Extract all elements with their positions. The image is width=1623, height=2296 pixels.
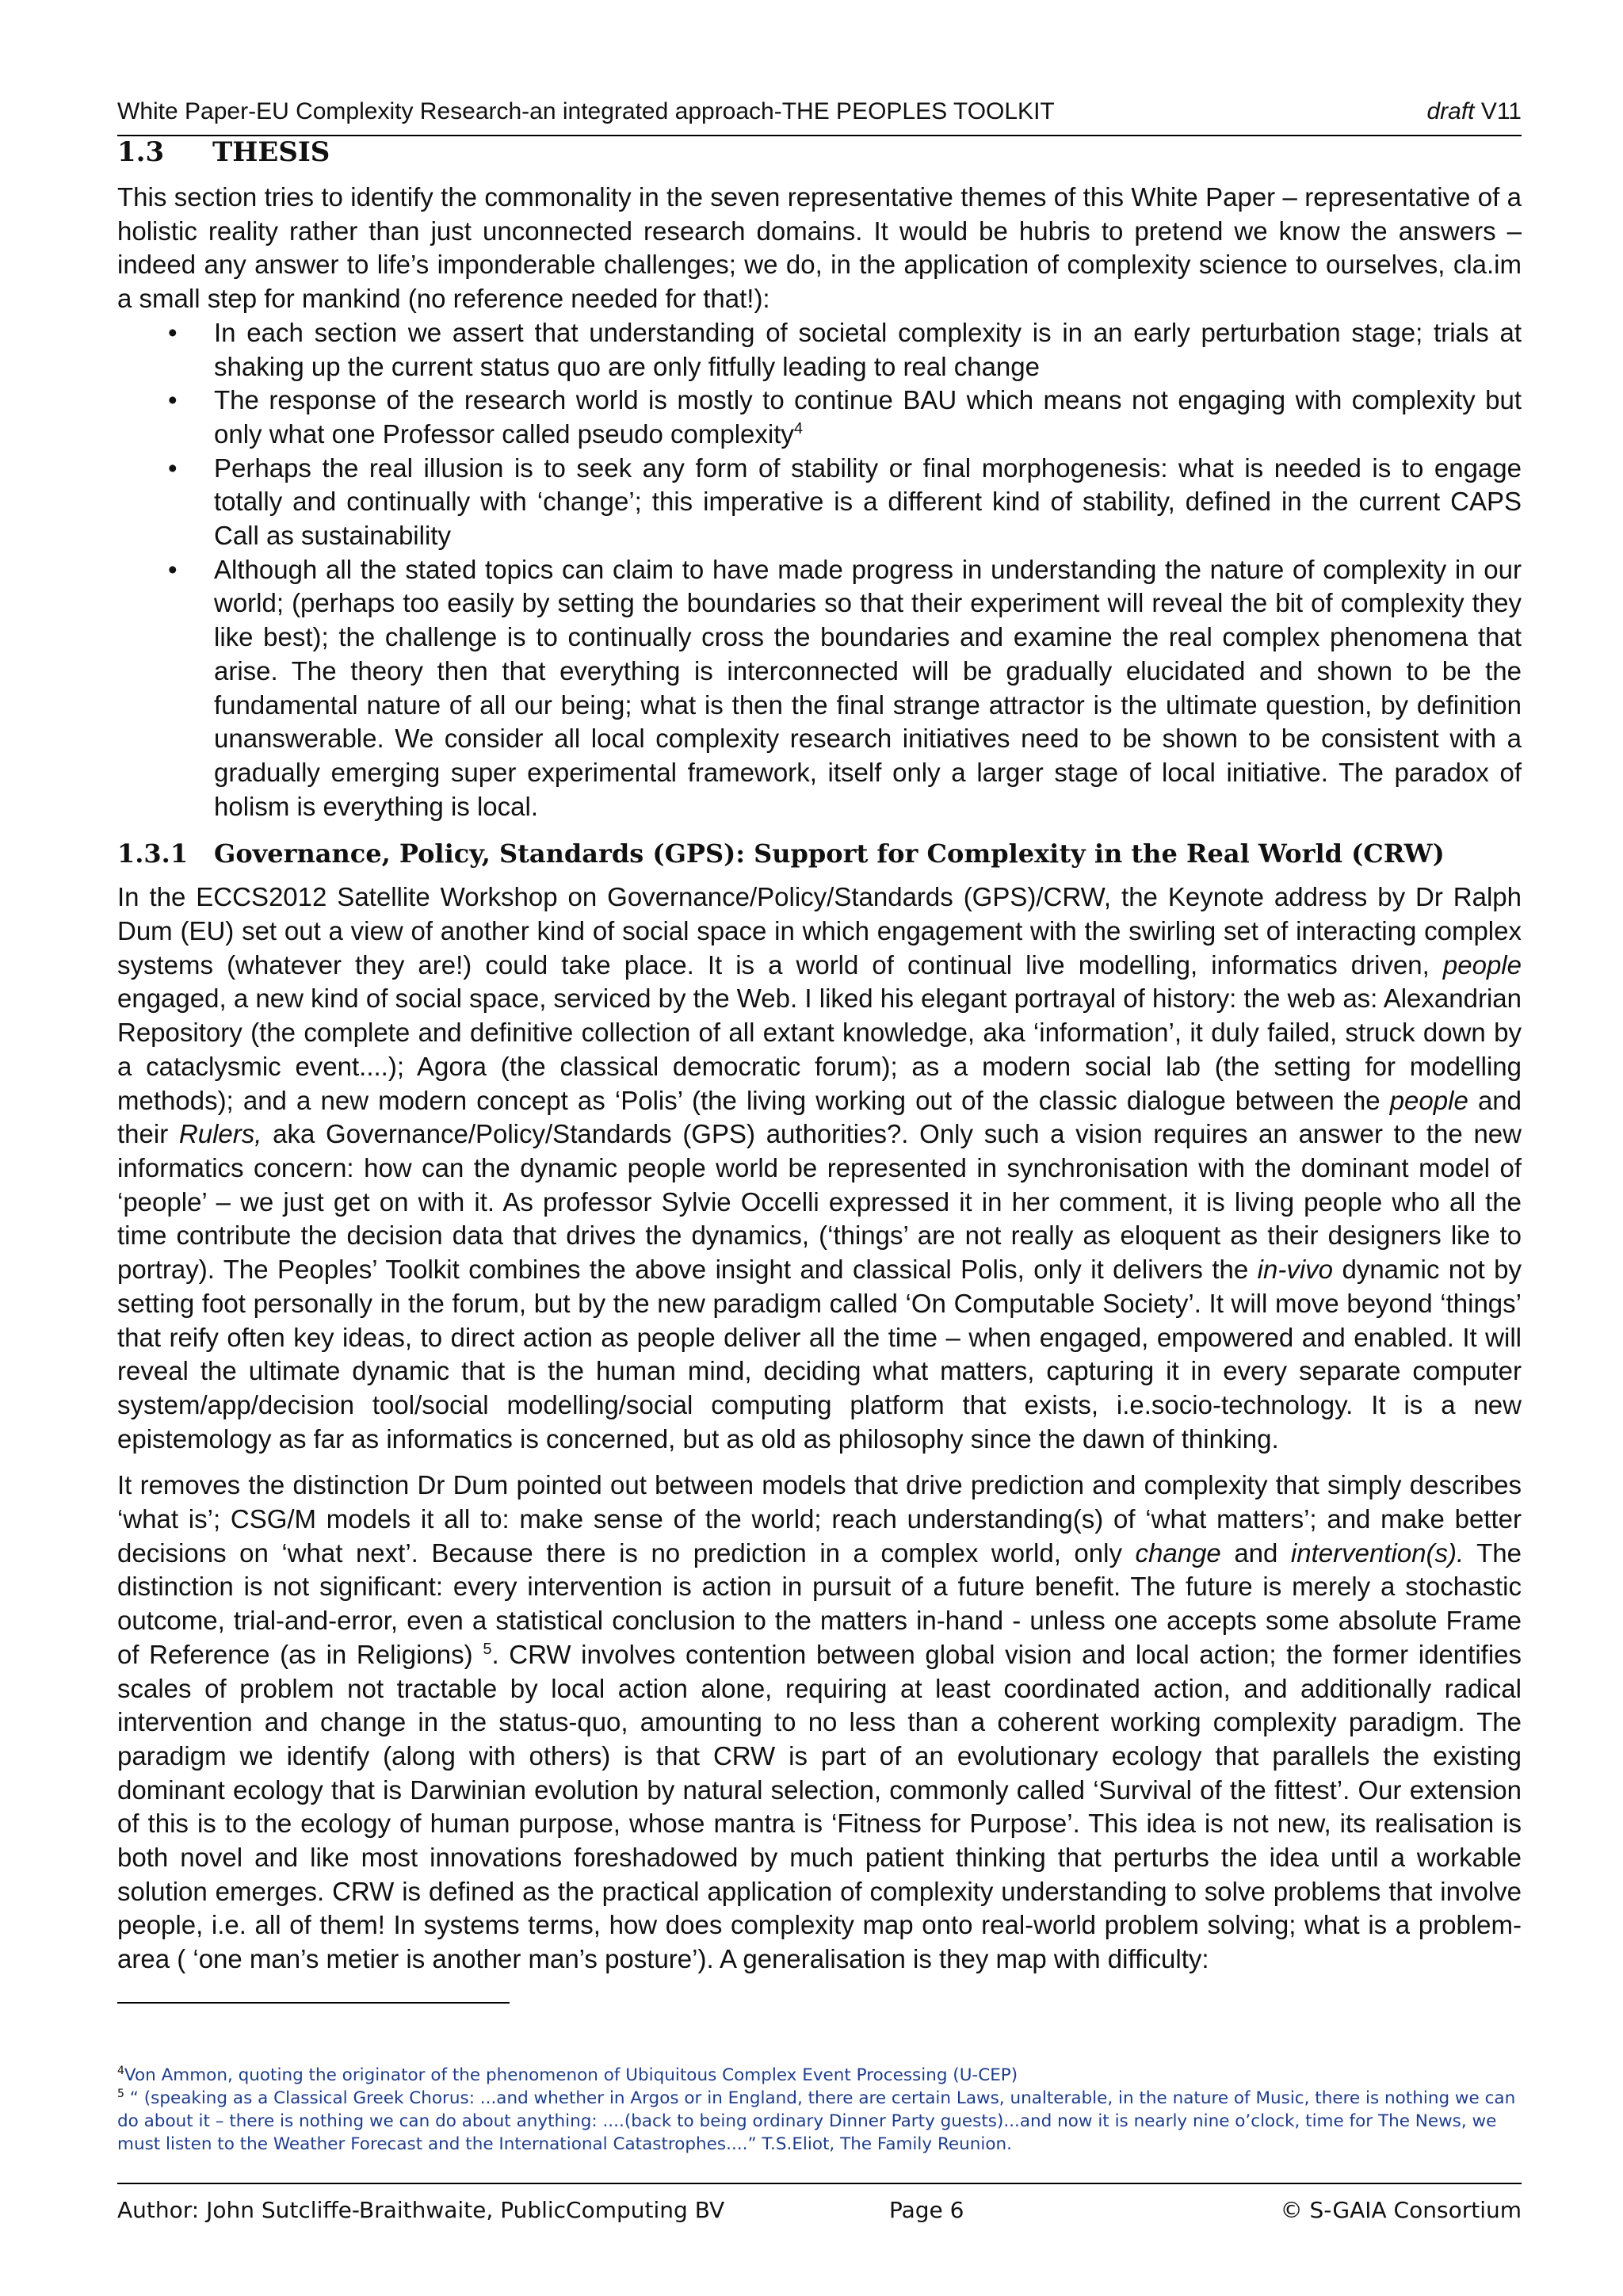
header-version (1426, 98, 1522, 125)
text-run: . CRW involves contention between global vision and local action; the former identifies scales of problem not tractable by local action alone, requiring at least coordinated action, and additionally radical intervention and change in the status-quo, amounting to no less than a coherent working complexity paradigm. The paradigm we identify (along with others) is that CRW is part of an evolutionary ecology that parallels the existing dominant ecology that is Darwinian evolution by natural selection, commonly called ‘Survival of the fittest’. Our extension of this is to the ecology of human purpose, whose mantra is ‘Fitness for Purpose’. This idea is not new, its realisation is both novel and like most innovations foreshadowed by much patient thinking that perturbs the idea until a workable solution emerges. CRW is defined as the practical application of complexity understanding to solve problems that involve people, i.e. all of them! In systems terms, how does complexity map onto real-world problem solving; what is a problem-area ( ‘one man’s metier is another man’s posture’). A generalisation is they map with difficulty: (117, 1639, 1522, 1974)
footnote-5 (117, 2087, 1522, 2156)
section-number: 1.3 (117, 136, 165, 168)
bullet-text: Perhaps the real illusion is to seek any form of stability or final morphogenesis: what is needed is to engage totally and continually with ‘change’; this imperative is a different kind of stability, defined in the current CAPS Call as sustainability (214, 453, 1522, 551)
section-heading (117, 135, 1522, 170)
text-run: dynamic not by setting foot personally in the forum, but by the new paradigm called ‘On Computable Society’. It will move beyond ‘things’ that reify often key ideas, to direct action as people deliver all the time – when engaged, empowered and enabled. It will reveal the ultimate dynamic that is the human mind, deciding what matters, capturing it in every separate computer system/app/decision tool/social modelling/social computing platform that exists, i.e.socio-technology. It is a new epistemology as far as informatics is concerned, but as old as philosophy since the dawn of thinking. (117, 1255, 1522, 1454)
footnote-text: Von Ammon, quoting the originator of the phenomenon of Ubiquitous Complex Event Processing (U-CEP) (124, 2065, 1018, 2085)
subsection-title: Governance, Policy, Standards (GPS): Support for Complexity in the Real World (CRW) (214, 839, 1445, 869)
text-run: In the ECCS2012 Satellite Workshop on Governance/Policy/Standards (GPS)/CRW, the Keynote address by Dr Ralph Dum (EU) set out a view of another kind of social space in which engagement with the swirling set of interacting complex systems (whatever they are!) could take place. It is a world of continual live modelling, informatics driven, (117, 882, 1522, 980)
footnote-text: “ (speaking as a Classical Greek Chorus: ...and whether in Argos or in England, there are certain Laws, unalterable, in the nature of Music, there is nothing we can do about it – there is nothing we can do about anything: ....(back to being ordinary Dinner Party guests)...and now it is nearly nine o’clock, time for The News, we must listen to the Weather Forecast and the International Catastrophes....” T.S.Eliot, The Family Reunion. (117, 2088, 1516, 2154)
section-intro: This section tries to identify the commonality in the seven representative themes of this White Paper – representative of a holistic reality rather than just unconnected research domains. It would be hubris to pretend we know the answers – indeed any answer to life’s imponderable challenges; we do, in the application of complexity science to ourselves, cla.im a small step for mankind (no reference needed for that!): (117, 182, 1522, 314)
bullet-icon: • (168, 554, 178, 584)
list-item (117, 452, 1522, 553)
paragraph-crw (117, 1469, 1522, 1977)
list-item (117, 553, 1522, 824)
thesis-bullet-list (117, 316, 1522, 824)
text-run: It removes the distinction Dr Dum pointed out between models that drive prediction and complexity that simply describes ‘what is’; CSG/M models it all to: make sense of the world; reach understanding(s) of ‘what matters’; and make better decisions on ‘what next’. Because there is no prediction in a complex world, only (117, 1470, 1522, 1568)
section-title: THESIS (212, 136, 330, 168)
text-run-italic: change (1135, 1538, 1221, 1568)
text-run-italic: people (1389, 1085, 1468, 1115)
text-run: aka Governance/Policy/Standards (GPS) authorities?. Only such a vision requires an answer to the new informatics concern: how can the dynamic people world be represented in synchronisation with the dominant model of ‘people’ – we just get on with it. As professor Sylvie Occelli expressed it in her comment, it is living people who all the time contribute the decision data that drives the dynamics, (‘things’ are not really as eloquent as their designers like to portray). The Peoples’ Toolkit combines the above insight and classical Polis, only it delivers the (117, 1119, 1522, 1285)
footer-author: Author: John Sutcliffe-Braithwaite, PublicComputing BV (117, 2197, 725, 2223)
list-item (117, 316, 1522, 384)
subsection-number: 1.3.1 (117, 839, 189, 869)
text-run-italic: people (1442, 949, 1522, 980)
footnote-separator (117, 2002, 510, 2004)
footer-page-number: Page 6 (889, 2197, 964, 2223)
header-title: White Paper-EU Complexity Research-an integrated approach-THE PEOPLES TOOLKIT (117, 98, 1055, 124)
footer-divider (117, 2183, 1522, 2184)
footnote-ref-5[interactable]: 5 (483, 1640, 492, 1658)
bullet-text: Although all the stated topics can claim to have made progress in understanding the nature of complexity in our world; (perhaps too easily by setting the boundaries so that their experiment will reveal the bit of complexity they like best); the challenge is to continually cross the boundaries and examine the real complex phenomena that arise. The theory then that everything is interconnected will be gradually elucidated and shown to be the fundamental nature of all our being; what is then the final strange attractor is the ultimate question, by definition unanswerable. We consider all local complexity research initiatives need to be shown to be consistent with a gradually emerging super experimental framework, itself only a larger stage of local initiative. The paradox of holism is everything is local. (214, 554, 1522, 821)
footnote-number: 5 (117, 2087, 124, 2100)
text-run-italic: Rulers, (178, 1119, 262, 1149)
bullet-text: In each section we assert that understanding of societal complexity is in an early perturbation stage; trials at shaking up the current status quo are only fitfully leading to real change (214, 317, 1522, 381)
bullet-icon: • (168, 385, 178, 415)
list-item (117, 384, 1522, 451)
header-draft-label: draft (1426, 98, 1475, 124)
bullet-text: The response of the research world is mostly to continue BAU which means not engaging with complexity but only what one Professor called pseudo complexity (214, 385, 1522, 449)
header-version-number: V11 (1480, 98, 1522, 124)
bullet-icon: • (168, 317, 178, 347)
footnote-4 (117, 2064, 1522, 2087)
text-run-italic: in-vivo (1257, 1255, 1334, 1285)
text-run: and (1220, 1538, 1291, 1568)
footnotes (117, 2064, 1522, 2156)
footnote-number: 4 (117, 2064, 124, 2077)
footnote-ref-4[interactable]: 4 (793, 419, 804, 437)
subsection-heading (117, 836, 1522, 871)
text-run-italic: intervention(s). (1290, 1538, 1465, 1568)
text-run: The distinction is not significant: every intervention is action in pursuit of a future benefit. The future is merely a stochastic outcome, trial-and-error, even a statistical conclusion to the matters in-hand - unless one accepts some absolute Frame of Reference (as in Religions) (117, 1538, 1522, 1669)
text-run: and their (117, 1085, 1522, 1149)
footer-copyright: © S-GAIA Consortium (1280, 2197, 1522, 2223)
paragraph-gps-keynote (117, 881, 1522, 1456)
page-header (117, 95, 1522, 136)
text-run: engaged, a new kind of social space, serviced by the Web. I liked his elegant portrayal of history: the web as: Alexandrian Repository (the complete and definitive collection of all extant knowledge, aka ‘information’, it duly failed, struck down by a cataclysmic event....); Agora (the classical democratic forum); as a modern social lab (the setting for modelling methods); and a new modern concept as ‘Polis’ (the living working out of the classic dialogue between the (117, 984, 1522, 1115)
bullet-icon: • (168, 453, 178, 483)
page-body (117, 135, 1522, 1977)
